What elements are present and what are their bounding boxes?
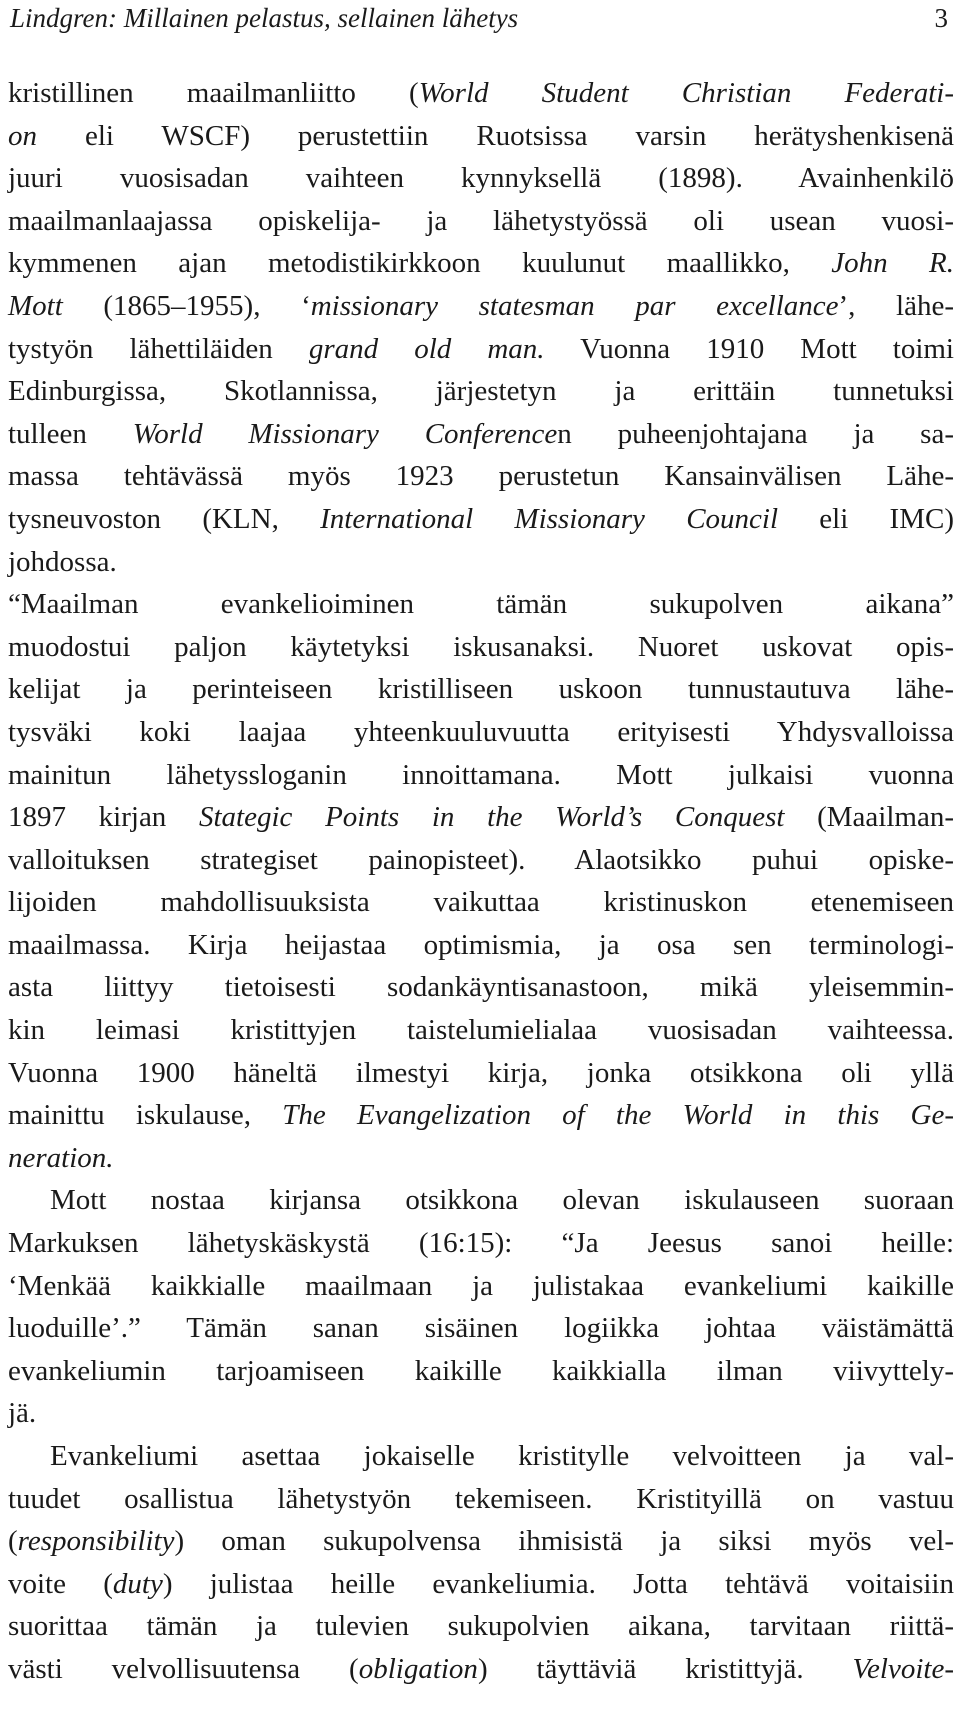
text-run: Evankeliumi asettaa jokaiselle kristitylle velvoitteen ja val-: [50, 1440, 954, 1472]
text-run: luoduille’.” Tämän sanan sisäinen logiikka johtaa väistämättä: [8, 1312, 954, 1345]
text-run: kymmenen ajan metodistikirkkoon kuulunut maallikko,: [8, 247, 832, 280]
text-run: västi velvollisuutensa (: [8, 1652, 359, 1685]
page-number: 3: [934, 3, 948, 33]
italic-text: on: [8, 119, 37, 152]
text-line: [8, 1179, 954, 1222]
text-line: [8, 754, 954, 797]
italic-text: missionary statesman par excellance: [310, 289, 839, 322]
text-run: 1897 kirjan: [8, 801, 199, 834]
text-line: [8, 796, 954, 839]
text-run: tuudet osallistua lähetystyön tekemiseen. Kristityillä on vastuu: [8, 1482, 954, 1515]
italic-text: Mott: [8, 289, 63, 322]
text-line: [8, 1392, 954, 1435]
text-line: [8, 157, 954, 200]
text-run: maailmanlaajassa opiskelija- ja lähetystyössä oli usean vuosi-: [8, 204, 954, 237]
italic-text: World Missionary Conference: [132, 417, 558, 450]
text-run: ’, lähe-: [838, 289, 954, 322]
text-line: [8, 1350, 954, 1393]
body-text: [8, 72, 954, 1691]
text-run: voite (: [8, 1567, 113, 1600]
text-run: eli WSCF) perustettiin Ruotsissa varsin herätyshenkisenä: [37, 119, 954, 152]
text-run: Vuonna 1900 häneltä ilmestyi kirja, jonka otsikkona oli yllä: [8, 1056, 954, 1089]
text-run: mainitun lähetyssloganin innoittamana. Mott julkaisi vuonna: [8, 758, 954, 791]
text-run: Mott nostaa kirjansa otsikkona olevan iskulauseen suoraan: [50, 1184, 954, 1217]
text-line: [8, 1052, 954, 1095]
text-run: Markuksen lähetyskäskystä (16:15): “Ja Jeesus sanoi heille:: [8, 1227, 954, 1260]
text-line: [8, 72, 954, 115]
italic-text: Stategic Points in the World’s Conquest: [198, 801, 785, 834]
text-line: [8, 1265, 954, 1308]
text-run: “Maailman evankelioiminen tämän sukupolven aikana”: [8, 588, 954, 621]
italic-text: World Student Christian Federati-: [418, 77, 954, 109]
text-run: ) oman sukupolvensa ihmisistä ja siksi myös vel-: [174, 1525, 954, 1558]
text-run: evankeliumin tarjoamiseen kaikille kaikkialla ilman viivyttely-: [8, 1354, 954, 1387]
text-line: [8, 1520, 954, 1563]
text-run: massa tehtävässä myös 1923 perustetun Kansainvälisen Lähe-: [8, 460, 954, 493]
italic-text: duty: [112, 1567, 163, 1600]
text-line: [8, 413, 954, 456]
text-run: maailmassa. Kirja heijastaa optimismia, ja osa sen terminologi-: [8, 928, 954, 961]
text-run: (Maailman-: [784, 801, 954, 834]
text-line: [8, 966, 954, 1009]
text-run: ) täyttäviä kristittyjä.: [477, 1652, 853, 1685]
text-line: [8, 328, 954, 371]
text-line: [8, 242, 954, 285]
text-run: kin leimasi kristittyjen taistelumielialaa vuosisadan vaihteessa.: [8, 1014, 954, 1047]
italic-text: grand old man.: [308, 332, 545, 365]
text-line: [8, 1094, 954, 1137]
text-line: [8, 1222, 954, 1265]
text-line: [8, 1563, 954, 1606]
text-line: [8, 839, 954, 882]
text-run: (: [8, 1525, 18, 1558]
text-run: tysneuvoston (KLN,: [8, 502, 321, 535]
text-line: [8, 668, 954, 711]
text-line: [8, 370, 954, 413]
text-run: n puheenjohtajana ja sa-: [557, 417, 954, 450]
text-line: [8, 541, 954, 584]
text-line: [8, 1648, 954, 1691]
italic-text: International Missionary Council: [320, 502, 779, 535]
text-line: [8, 1478, 954, 1521]
text-run: suorittaa tämän ja tulevien sukupolvien aikana, tarvitaan riittä-: [8, 1610, 954, 1643]
text-run: eli IMC): [778, 502, 954, 535]
italic-text: obligation: [358, 1652, 478, 1685]
italic-text: responsibility: [17, 1525, 175, 1558]
text-run: johdossa.: [8, 545, 117, 578]
text-run: kristillinen maailmanliitto (: [8, 77, 419, 109]
text-line: [8, 285, 954, 328]
text-line: [8, 115, 954, 158]
text-line: [8, 924, 954, 967]
text-run: tulleen: [8, 417, 133, 450]
text-run: ) julistaa heille evankeliumia. Jotta tehtävä voitaisiin: [162, 1567, 954, 1600]
italic-text: The Evangelization of the World in this Ge-: [282, 1099, 954, 1132]
text-run: mainittu iskulause,: [8, 1099, 283, 1132]
text-line: [8, 1307, 954, 1350]
italic-text: Velvoite-: [852, 1652, 954, 1685]
text-run: juuri vuosisadan vaihteen kynnyksellä (1898). Avainhenkilö: [8, 162, 954, 195]
text-run: lijoiden mahdollisuuksista vaikuttaa kristinuskon etenemiseen: [8, 886, 954, 919]
text-line: [8, 1009, 954, 1052]
running-head: [10, 0, 948, 36]
text-line: [8, 1137, 954, 1180]
text-run: muodostui paljon käytetyksi iskusanaksi. Nuoret uskovat opis-: [8, 630, 954, 663]
text-line: [8, 626, 954, 669]
text-run: tystyön lähettiläiden: [8, 332, 309, 365]
text-line: [8, 455, 954, 498]
italic-text: neration.: [8, 1141, 114, 1174]
text-run: Edinburgissa, Skotlannissa, järjestetyn ja erittäin tunnetuksi: [8, 375, 954, 408]
text-run: valloituksen strategiset painopisteet). Alaotsikko puhui opiske-: [8, 843, 954, 876]
text-run: kelijat ja perinteiseen kristilliseen uskoon tunnustautuva lähe-: [8, 673, 954, 706]
text-line: [8, 1605, 954, 1648]
text-run: ‘Menkää kaikkialle maailmaan ja julistakaa evankeliumi kaikille: [8, 1269, 954, 1302]
text-line: [8, 711, 954, 754]
text-run: Vuonna 1910 Mott toimi: [544, 332, 954, 365]
text-line: [8, 583, 954, 626]
text-line: [8, 498, 954, 541]
text-run: (1865–1955), ‘: [62, 289, 311, 322]
text-line: [8, 1435, 954, 1478]
text-line: [8, 881, 954, 924]
text-run: jä.: [8, 1397, 37, 1430]
text-run: tysväki koki laajaa yhteenkuuluvuutta erityisesti Yhdysvalloissa: [8, 715, 954, 748]
text-line: [8, 200, 954, 243]
italic-text: John R.: [831, 247, 954, 280]
running-title: Lindgren: Millainen pelastus, sellainen lähetys: [10, 3, 519, 33]
text-run: asta liittyy tietoisesti sodankäyntisanastoon, mikä yleisemmin-: [8, 971, 954, 1004]
